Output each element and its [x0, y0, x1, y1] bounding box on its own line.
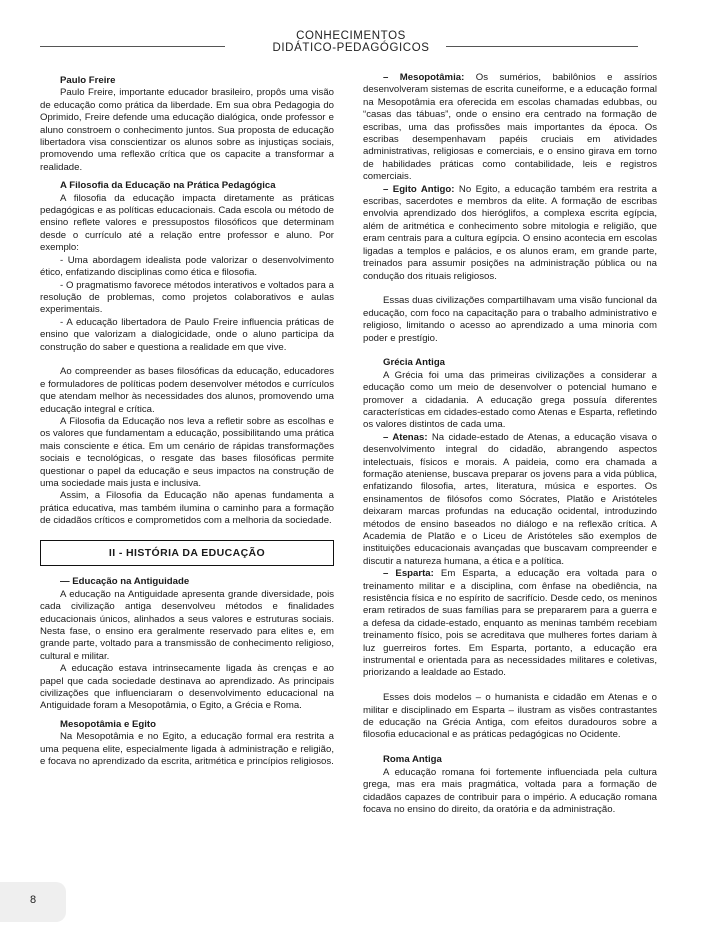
header-rule-right — [446, 46, 638, 47]
antiquity-paragraph-1: A educação na Antiguidade apresenta grande diversidade, pois cada civilização antiga desenvolveu métodos e finalidades educacionais únicos, alinhados a seus valores e estruturas sociais. Nesta fase, o ensino era geralmente reservado para elites e, em grande parte, voltado para a transmissão de conhecimento religioso, cultural e militar. — [40, 588, 334, 662]
header-rule-left — [40, 46, 225, 47]
conclusion-paragraph-1: Ao compreender as bases filosóficas da educação, educadores e formuladores de políticas podem desenvolver métodos e currículos que atendam melhor às necessidades dos alunos, promovendo uma educação integral e crítica. — [40, 366, 334, 415]
left-column — [40, 75, 334, 769]
egypt-text: No Egito, a educação também era restrita a escribas, sacerdotes e membros da elite. A formação de escribas envolvia aprendizado dos hieróglifos, a complexa escrita egípcia, além de aritmética e conhecimento sobre mitologia e religião, que eram centrais para a cultura egípcia. O ensino acontecia em escolas ligadas a templos e palácios, e os alunos eram, em grande parte, treinados para assumir posições na administração pública ou na condução dos rituais religiosos. — [363, 183, 657, 282]
mesopotamia-label: – Mesopotâmia: — [383, 72, 465, 83]
right-column — [363, 72, 657, 816]
sparta-label: – Esparta: — [383, 568, 434, 580]
practice-paragraph: A filosofia da educação impacta diretamente as práticas pedagógicas e as políticas educacionais. Cada escola ou método de ensino reflete valores e pressupostos filosóficos que determinam desde o currículo até a relação entre professor e aluno. Por exemplo: — [40, 192, 334, 254]
header-line-2: DIDÁTICO-PEDAGÓGICOS — [272, 42, 430, 54]
header-title — [0, 30, 702, 54]
greece-paragraph: A Grécia foi uma das primeiras civilizações a considerar a educação como um meio de desenvolver o potencial humano e promover a cidadania. A educação grega possuía diferentes características em cidades-estado como Atenas e Esparta, refletindo os valores distintos de cada uma. — [363, 369, 657, 431]
greece-heading: Grécia Antiga — [383, 357, 446, 369]
example-idealism: - Uma abordagem idealista pode valorizar o desenvolvimento ético, enfatizando disciplinas como ética e filosofia. — [40, 254, 334, 279]
egypt-item — [363, 184, 657, 283]
section-title-box — [40, 540, 334, 566]
header-line-1: CONHECIMENTOS — [296, 30, 406, 42]
conclusion-paragraph-3: Assim, a Filosofia da Educação não apenas fundamenta a prática educativa, mas também ilumina o caminho para a formação de cidadãos críticos e comprometidos com a melhoria da sociedade. — [40, 490, 334, 527]
section-title: II - HISTÓRIA DA EDUCAÇÃO — [108, 547, 266, 559]
athens-text: Na cidade-estado de Atenas, a educação visava o desenvolvimento integral do cidadão, abrangendo aspectos intelectuais, físicos e morais. A paideia, como era chamada a formação ateniense, buscava preparar os jovens para a vida pública, enfatizando filosofia, artes, literatura, música e esportes. Os ensinamentos de filósofos como Sócrates, Platão e Aristóteles deixaram marcas profundas na educação ocidental, introduzindo métodos de ensino baseados no diálogo e na reflexão crítica. A Academia de Platão e o Liceu de Aristóteles são exemplos de instituições educacionais avançadas que buscavam compreender e discutir a natureza humana, a ética e a política. — [363, 431, 657, 567]
page-number-tab — [0, 882, 66, 922]
page-number: 8 — [30, 894, 37, 906]
antiquity-paragraph-2: A educação estava intrinsecamente ligada às crenças e ao papel que cada sociedade destinava ao aprendizado. As principais civilizações que influenciaram o desenvolvimento educacional na Antiguidade foram a Mesopotâmia, o Egito, a Grécia e Roma. — [40, 663, 334, 712]
egypt-label: – Egito Antigo: — [383, 183, 455, 195]
practice-heading: A Filosofia da Educação na Prática Pedagógica — [60, 180, 276, 192]
page-header — [0, 0, 702, 60]
rome-paragraph: A educação romana foi fortemente influenciada pela cultura grega, mas era mais pragmática, voltada para a formação de cidadãos capazes de contribuir para o império. A educação romana focava no ensino do direito, da oratória e da administração. — [363, 766, 657, 815]
mesopotamia-egypt-heading: Mesopotâmia e Egito — [60, 718, 156, 730]
conclusion-paragraph-2: A Filosofia da Educação nos leva a refletir sobre as escolhas e os valores que fundamentam a educação, possibilitando uma prática mais consciente e ética. Em um cenário de rápidas transformações sociais e tecnológicas, o resgate das bases filosóficas permite questionar o papel da educação e seus impactos na construção de uma sociedade mais justa e inclusiva. — [40, 415, 334, 489]
sparta-text: Em Esparta, a educação era voltada para o treinamento militar e a disciplina, com ênfase na obediência, na resistência física e no espírito de sacrifício. Desde cedo, os meninos eram retirados de suas famílias para se prepararem para a guerra e a defesa da cidade-estado, enquanto as meninas também recebiam treinamento físico, pois se acreditava que mulheres fortes dariam à luz guerreiros fortes. Em Esparta, portanto, a educação era instrumental e orientada para as necessidades militares e coletivas, priorizando a lealdade ao Estado. — [363, 568, 657, 679]
athens-label: – Atenas: — [383, 431, 428, 443]
antiquity-heading: — Educação na Antiguidade — [60, 576, 190, 588]
models-paragraph: Esses dois modelos – o humanista e cidadão em Atenas e o militar e disciplinado em Esparta – ilustram as visões contrastantes de educação na Grécia Antiga, com efeitos duradouros sobre a filosofia educacional e as práticas pedagógicas no Ocidente. — [363, 692, 657, 741]
example-pragmatism: - O pragmatismo favorece métodos interativos e voltados para a resolução de problemas, como projetos colaborativos e aulas experimentais. — [40, 279, 334, 316]
freire-heading: Paulo Freire — [60, 75, 116, 86]
mesopotamia-egypt-paragraph: Na Mesopotâmia e no Egito, a educação formal era restrita a uma pequena elite, especialmente ligada à administração e religião, e focava no aprendizado da escrita, aritmética e princípios religiosos. — [40, 731, 334, 768]
mesopotamia-text: Os sumérios, babilônios e assírios desenvolveram sistemas de escrita cuneiforme, e a educação formal na Mesopotâmia era oferecida em escolas chamadas edubbas, ou “casas das tábuas”, onde o ensino era centrado na formação de escribas, uma das profissões mais importantes da época. Os escribas desempenhavam papéis cruciais em atividades administrativas, religiosas e comerciais, e o ensino girava em torno de habilidades práticas como contabilidade, leis e registros comerciais. — [363, 72, 657, 183]
example-freire: - A educação libertadora de Paulo Freire influencia práticas de ensino que valorizam a dialogicidade, onde o aluno participa da construção do saber e questiona a realidade em que vive. — [40, 316, 334, 353]
sparta-item — [363, 568, 657, 680]
freire-paragraph: Paulo Freire, importante educador brasileiro, propôs uma visão de educação como prática da liberdade. Em sua obra Pedagogia do Oprimido, Freire defende uma educação dialógica, onde professor e aluno constroem o conhecimento juntos. Sua proposta de educação libertadora visa conscientizar os alunos sobre as injustiças sociais, promovendo uma reflexão crítica que os capacite a transformar a realidade. — [40, 87, 334, 173]
athens-item — [363, 432, 657, 568]
rome-heading: Roma Antiga — [383, 754, 442, 766]
civilizations-summary: Essas duas civilizações compartilhavam uma visão funcional da educação, com foco na capacitação para o trabalho administrativo e religioso, limitando o acesso ao aprendizado a uma minoria com poder e prestígio. — [363, 295, 657, 344]
mesopotamia-item — [363, 72, 657, 184]
